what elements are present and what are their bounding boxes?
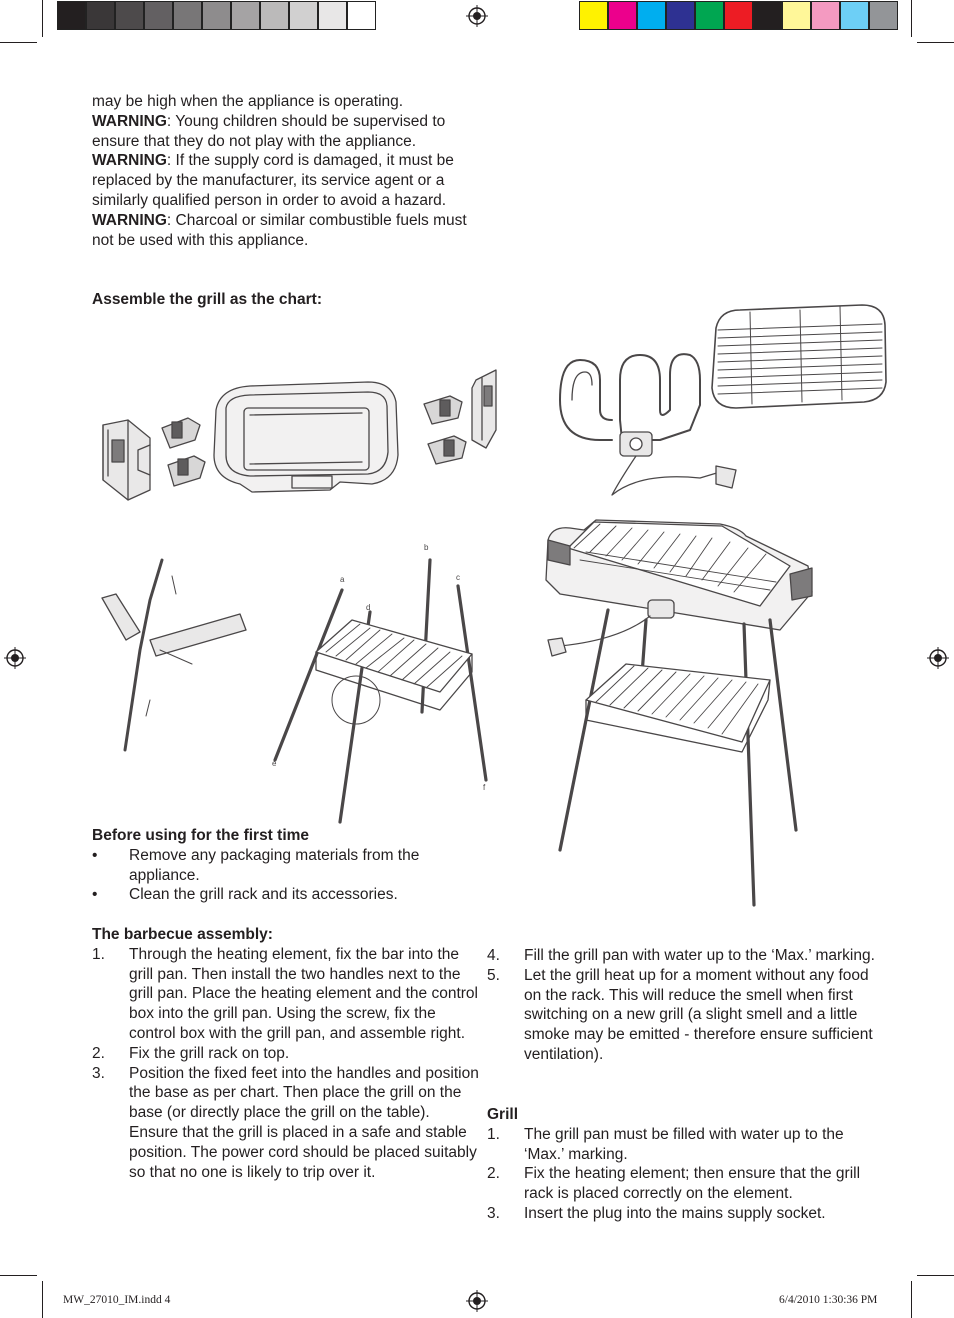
crop-mark [0,1275,37,1276]
crop-mark [0,42,37,43]
color-swatch [840,1,869,30]
assembly-block [92,925,480,1182]
warning-label: WARNING [92,112,167,130]
leg-joint-drawing [102,560,246,750]
color-swatch [637,1,666,30]
color-swatch [869,1,898,30]
color-swatch [666,1,695,30]
gray-swatch [318,1,347,30]
list-number: 1. [92,945,105,963]
grill-pan-drawing [214,382,398,492]
before-use-block [92,826,482,905]
list-text: Position the fixed feet into the handles and position the base as per chart. Then place the grill on the base (or directly place the grill on the table). Ensure that the grill is placed in a safe and stable position. The power cord should be placed suitably so that no one is likely to trip over it. [129,1064,479,1181]
assembly-illustration [90,300,890,910]
assembled-grill-drawing [546,520,812,905]
list-number: 5. [487,966,500,984]
right-handle-drawing [424,370,496,464]
list-text: Fix the heating element; then ensure that the grill rack is placed correctly on the element. [524,1165,861,1203]
part-label: a [340,575,345,584]
bullet-item: • Remove any packaging materials from the appliance. [92,846,420,884]
gray-swatch [173,1,202,30]
crop-mark [42,1281,43,1318]
list-number: 3. [487,1204,500,1222]
assembly-heading: The barbecue assembly: [92,926,273,943]
list-item [487,1125,875,1165]
stand-drawing [275,560,486,822]
list-item [487,966,875,1065]
registration-mark-icon [4,647,26,669]
registration-mark-icon [466,1290,488,1312]
list-number: 2. [92,1044,105,1062]
warning-paragraph [92,151,480,210]
assembly-continued-block [487,946,875,1065]
bullet-item: • Clean the grill rack and its accessories. [92,886,398,904]
color-swatch [724,1,753,30]
part-label: c [456,573,460,582]
list-item [92,945,480,1044]
list-item [487,1204,875,1224]
crop-mark [911,1281,912,1318]
crop-mark [42,0,43,37]
gray-swatch [115,1,144,30]
slug-timestamp: 6/4/2010 1:30:36 PM [779,1294,878,1306]
warning-text: : Charcoal or similar combustible fuels must not be used with this appliance. [92,211,467,249]
list-text: The grill pan must be filled with water up to the ‘Max.’ marking. [524,1125,844,1163]
gray-swatch [202,1,231,30]
list-number: 2. [487,1165,500,1183]
warning-label: WARNING [92,211,167,229]
warning-text: : Young children should be supervised to ensure that they do not play with the appliance. [92,112,446,150]
grill-heading: Grill [487,1106,519,1123]
assemble-heading: Assemble the grill as the chart: [92,291,322,308]
color-swatch [811,1,840,30]
list-item [487,1164,875,1204]
gray-swatch [57,1,86,30]
warning-label: WARNING [92,152,167,170]
intro-line: may be high when the appliance is operating. [92,93,404,110]
bracket-drawing [162,418,205,486]
gray-swatch [260,1,289,30]
slug-file-name: MW_27010_IM.indd 4 [63,1294,171,1306]
gray-swatch [231,1,260,30]
part-label: d [366,603,371,612]
bullet-text: Remove any packaging materials from the appliance. [129,846,420,884]
bullet-text: Clean the grill rack and its accessories. [129,886,398,904]
gray-swatch [144,1,173,30]
warning-paragraph [92,211,480,251]
gray-swatch [347,1,376,30]
list-item [92,1044,480,1064]
left-handle-drawing [103,420,150,500]
part-label: e [272,759,277,768]
list-number: 3. [92,1064,105,1082]
list-item [92,1064,480,1183]
list-text: Through the heating element, fix the bar into the grill pan. Then install the two handles next to the grill pan. Place the heating element and the control box into the grill pan. Using the screw, fix the control box with the grill pan, and assemble right. [129,945,478,1042]
color-swatch [695,1,724,30]
list-text: Let the grill heat up for a moment without any food on the rack. This will reduce the smell when first switching on a new grill (a slight smell and a little smoke may be emitted - therefore ensure sufficient ventilation). [524,966,873,1063]
warning-text: : If the supply cord is damaged, it must be replaced by the manufacturer, its service agent or a similarly qualified person in order to avoid a hazard. [92,152,454,209]
color-swatch [782,1,811,30]
list-item [487,946,875,966]
crop-mark [917,1275,954,1276]
gray-swatch [86,1,115,30]
gray-swatch [289,1,318,30]
part-label: f [483,783,486,792]
crop-mark [917,42,954,43]
list-text: Fix the grill rack on top. [129,1044,290,1062]
registration-mark-icon [466,5,488,27]
grill-block [487,1105,875,1224]
list-number: 4. [487,947,500,964]
before-use-heading: Before using for the first time [92,827,310,844]
list-number: 1. [487,1125,500,1143]
color-swatch [608,1,637,30]
list-text: Fill the grill pan with water up to the ‘Max.’ marking. [524,947,875,964]
list-text: Insert the plug into the mains supply socket. [524,1204,826,1222]
intro-block [92,92,480,250]
color-swatch [753,1,782,30]
warning-paragraph [92,112,480,152]
heating-element-drawing [560,354,736,495]
crop-mark [911,0,912,37]
color-swatch [579,1,608,30]
grill-rack-drawing [712,305,886,408]
part-label: b [424,543,429,552]
registration-mark-icon [927,647,949,669]
